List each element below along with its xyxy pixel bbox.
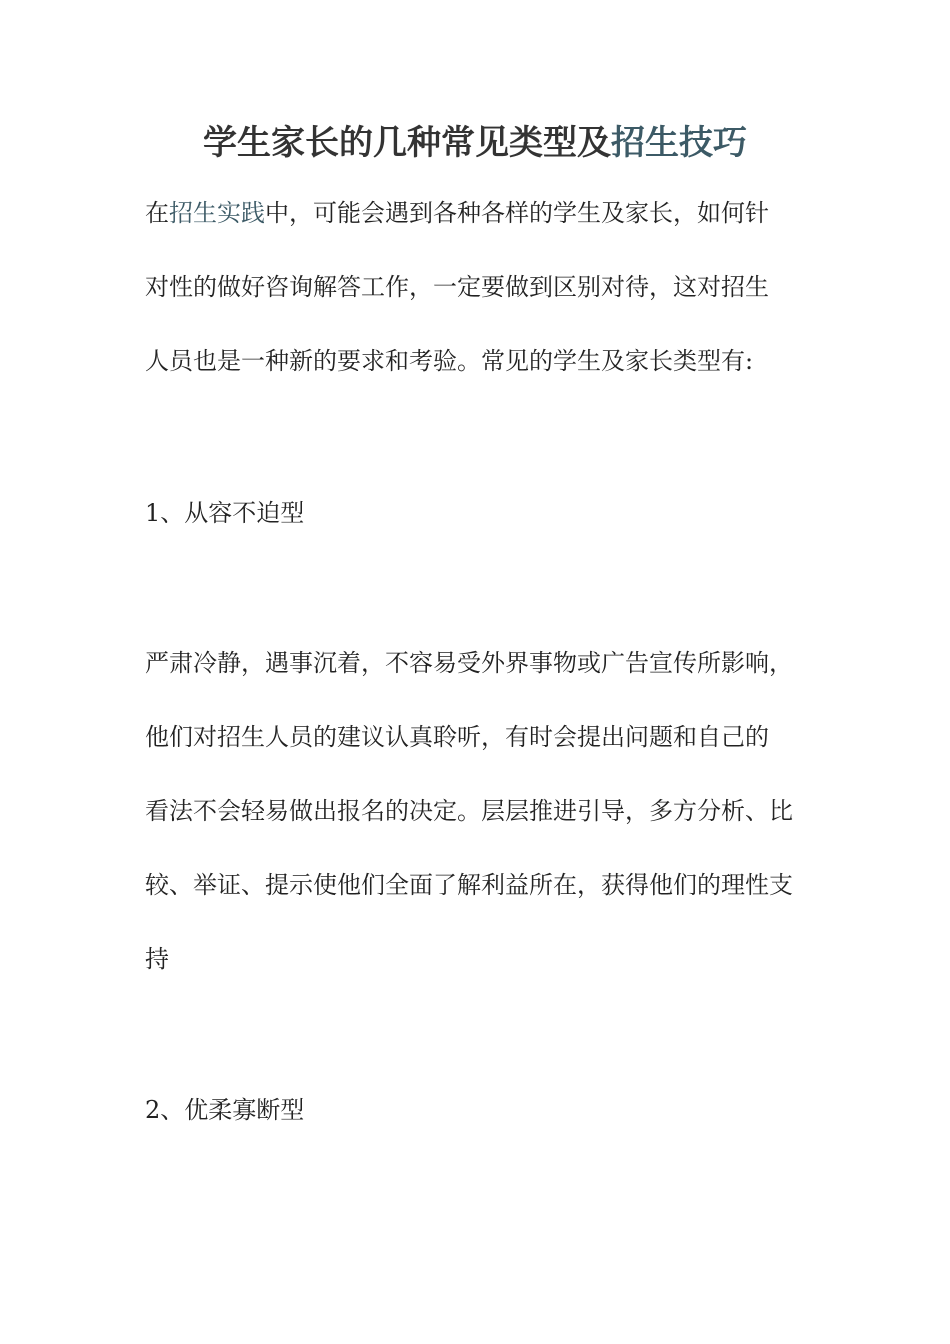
intro-line-3: 人员也是一种新的要求和考验。常见的学生及家长类型有: — [145, 347, 754, 375]
intro-line-2: 对性的做好咨询解答工作，一定要做到区别对待，这对招生 — [145, 273, 769, 301]
inline-link[interactable]: 招生实践 — [169, 199, 265, 227]
document-title — [0, 118, 950, 168]
intro-paragraph — [145, 188, 810, 410]
paragraph-line: 看法不会轻易做出报名的决定。层层推进引导，多方分析、比 — [145, 797, 793, 825]
paragraph-line: 较、举证、提示使他们全面了解利益所在，获得他们的理性支 — [145, 871, 793, 899]
section-paragraph-1 — [145, 638, 810, 1008]
title-text: 学生家长的几种常见类型及 — [203, 123, 611, 163]
paragraph-line: 他们对招生人员的建议认真聆听，有时会提出问题和自己的 — [145, 723, 769, 751]
paragraph-line: 严肃冷静，遇事沉着，不容易受外界事物或广告宣传所影响， — [145, 649, 793, 677]
section-heading-1: 1、从容不迫型 — [145, 499, 305, 527]
section-heading-2: 2、优柔寡断型 — [145, 1096, 305, 1124]
paragraph-line: 持 — [145, 945, 169, 973]
intro-line-1: 在招生实践中，可能会遇到各种各样的学生及家长，如何针 — [145, 199, 769, 227]
title-link[interactable]: 招生技巧 — [611, 123, 747, 163]
